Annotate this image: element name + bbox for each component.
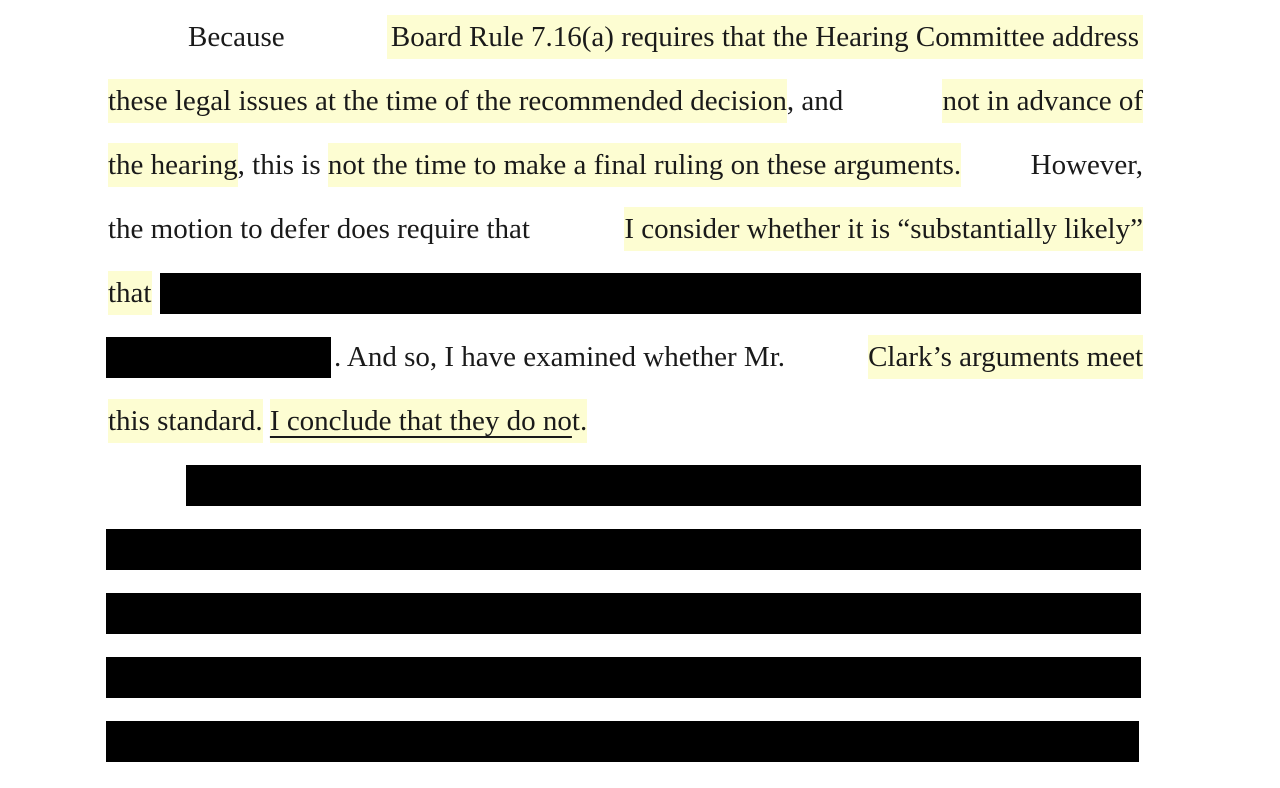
line1-highlight: Board Rule 7.16(a) requires that the Hearing Committee address [387, 15, 1143, 59]
redaction-block-2 [106, 337, 331, 378]
line3-text-1: , this is [237, 149, 328, 181]
text-line-4 [108, 207, 1143, 251]
line5-highlight: that [108, 271, 152, 315]
redaction-block-3 [186, 465, 1141, 506]
line7-highlight-2: t. [572, 399, 587, 443]
line2-text: , and [786, 85, 851, 117]
line7-highlight-1: this standard. [108, 399, 263, 443]
line2-highlight-1: these legal issues at the time of the recommended decision [108, 79, 787, 123]
redaction-block-7 [106, 721, 1139, 762]
text-line-2 [108, 79, 1143, 123]
line7-space [263, 399, 270, 443]
line4-highlight: I consider whether it is “substantially likely” [624, 207, 1143, 251]
line7-underlined-text: I conclude that they do no [270, 399, 572, 443]
line1-indent-text: Because [188, 21, 285, 53]
line3-highlight-2: not the time to make a final ruling on these arguments. [328, 143, 961, 187]
line3-text-2: However, [1023, 149, 1143, 181]
line4-text: the motion to defer does require that [108, 213, 538, 245]
text-line-1 [188, 15, 1143, 59]
line6-text: . And so, I have examined whether Mr. [334, 341, 793, 373]
line2-highlight-2: not in advance of [942, 79, 1143, 123]
text-line-3 [108, 143, 1143, 187]
line6-highlight: Clark’s arguments meet [868, 335, 1143, 379]
redaction-block-5 [106, 593, 1141, 634]
redaction-block-6 [106, 657, 1141, 698]
text-line-6 [334, 335, 1143, 379]
text-line-7 [108, 399, 1143, 443]
redaction-block-1 [160, 273, 1141, 314]
line3-highlight-1: the hearing [108, 143, 238, 187]
redaction-block-4 [106, 529, 1141, 570]
